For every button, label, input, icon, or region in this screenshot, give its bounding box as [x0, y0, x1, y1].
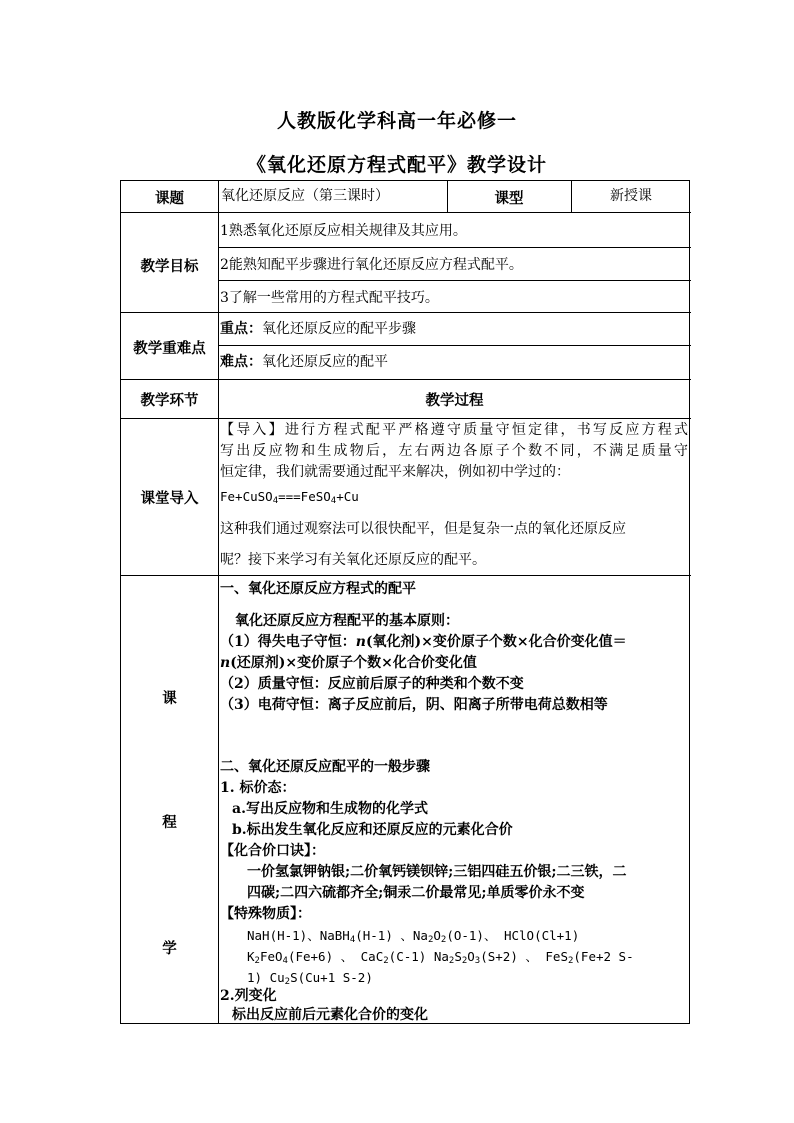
difficult-point — [220, 352, 388, 372]
principle-1-line-2: n(还原剂)×变价原子个数×化合价变化值 — [220, 655, 477, 671]
lesson-plan-table — [120, 180, 690, 1024]
step-2: 2.列变化 — [220, 988, 277, 1004]
step-1: 1. 标价态： — [220, 780, 296, 796]
key-points-label: 教学重难点 — [133, 341, 206, 357]
mnemonic-line-1: 一价氢氯钾钠银;二价氧钙镁钡锌;三铝四硅五价银;二三铁，二 — [247, 864, 627, 880]
row-divider — [218, 280, 691, 281]
intro-label: 课堂导入 — [140, 491, 199, 507]
goals-label: 教学目标 — [140, 259, 199, 275]
mnemonic-title: 【化合价口诀】： — [220, 843, 325, 859]
row-divider — [121, 212, 691, 213]
difficult-point-prefix: 难点： — [220, 354, 262, 370]
special-title: 【特殊物质】： — [220, 906, 311, 922]
stage-column-header: 教学环节 — [140, 393, 199, 409]
special-substances-line-3: 1) $Cu_2S(Cu+1$ S-2) — [247, 970, 373, 987]
difficult-point-text: 氧化还原反应的配平 — [262, 354, 388, 370]
step-1a: a.写出反应物和生成物的化学式 — [232, 801, 428, 817]
process-label-char-1: 课 — [162, 691, 177, 707]
intro-equation: Fe+CuSO$_4$===FeSO$_4$+Cu — [220, 489, 359, 506]
intro-line-1: 【导入】进行方程式配平严格遵守质量守恒定律，书写反应方程式 — [220, 422, 688, 438]
process-label-char-2: 程 — [162, 815, 177, 831]
section-1-title: 一、氧化还原反应方程式的配平 — [220, 581, 416, 597]
row-divider — [121, 312, 691, 313]
key-point-prefix: 重点： — [220, 321, 262, 337]
row-divider — [121, 575, 691, 576]
goal-item-3: 3了解一些常用的方程式配平技巧。 — [220, 290, 439, 306]
section-2-title: 二、氧化还原反应配平的一般步骤 — [220, 759, 430, 775]
process-column-header: 教学过程 — [425, 393, 484, 409]
intro-after-line-2: 呢？接下来学习有关氧化还原反应的配平。 — [220, 552, 486, 568]
special-substances-line-1: NaH(H-1)、NaBH$_4$(H-1) 、$Na_2O_2(O-1)$、 HClO(Cl+1) — [247, 928, 580, 945]
key-point — [220, 319, 416, 339]
document-subtitle: 《氧化还原方程式配平》教学设计 — [246, 154, 547, 176]
principles-title: 氧化还原反应方程配平的基本原则： — [235, 613, 459, 629]
key-point-text: 氧化还原反应的配平步骤 — [262, 321, 416, 337]
intro-line-2: 写出反应物和生成物后，左右两边各原子个数不同，不满足质量守 — [220, 443, 688, 459]
step-1b: b.标出发生氧化反应和还原反应的元素化合价 — [232, 822, 513, 838]
row-divider — [218, 345, 691, 346]
mnemonic-line-2: 四碳;二四六硫都齐全;铜汞二价最常见;单质零价永不变 — [247, 885, 585, 901]
document-title: 人教版化学科高一年必修一 — [276, 110, 517, 132]
row-divider — [121, 379, 691, 380]
step-2-text: 标出反应前后元素化合价的变化 — [232, 1007, 428, 1023]
intro-after-line-1: 这种我们通过观察法可以很快配平，但是复杂一点的氧化还原反应 — [220, 521, 626, 537]
topic-value: 氧化还原反应（第三课时） — [221, 188, 389, 204]
topic-label: 课题 — [155, 191, 184, 207]
lesson-type-value: 新授课 — [610, 188, 652, 204]
process-label-char-3: 学 — [162, 941, 177, 957]
row-divider — [218, 247, 691, 248]
lesson-type-label: 课型 — [494, 191, 524, 207]
principle-1-line-1: （1）得失电子守恒：n(氧化剂)×变价原子个数×化合价变化值＝ — [220, 634, 627, 650]
principle-2: （2）质量守恒：反应前后原子的种类和个数不变 — [220, 676, 524, 692]
column-divider — [218, 181, 219, 1024]
goal-item-2: 2能熟知配平步骤进行氧化还原反应方程式配平。 — [220, 257, 523, 273]
row-divider — [121, 418, 691, 419]
principle-3: （3）电荷守恒：离子反应前后，阴、阳离子所带电荷总数相等 — [220, 697, 608, 713]
intro-line-3: 恒定律，我们就需要通过配平来解决，例如初中学过的： — [220, 464, 570, 480]
special-substances-line-2: $K_2FeO_4(Fe+6)$ 、 CaC$_2$(C-1) $Na_2S_2O_3(S+2)$ 、 FeS$_2$(Fe+2 S- — [247, 949, 634, 966]
goal-item-1: 1熟悉氧化还原反应相关规律及其应用。 — [220, 223, 467, 239]
